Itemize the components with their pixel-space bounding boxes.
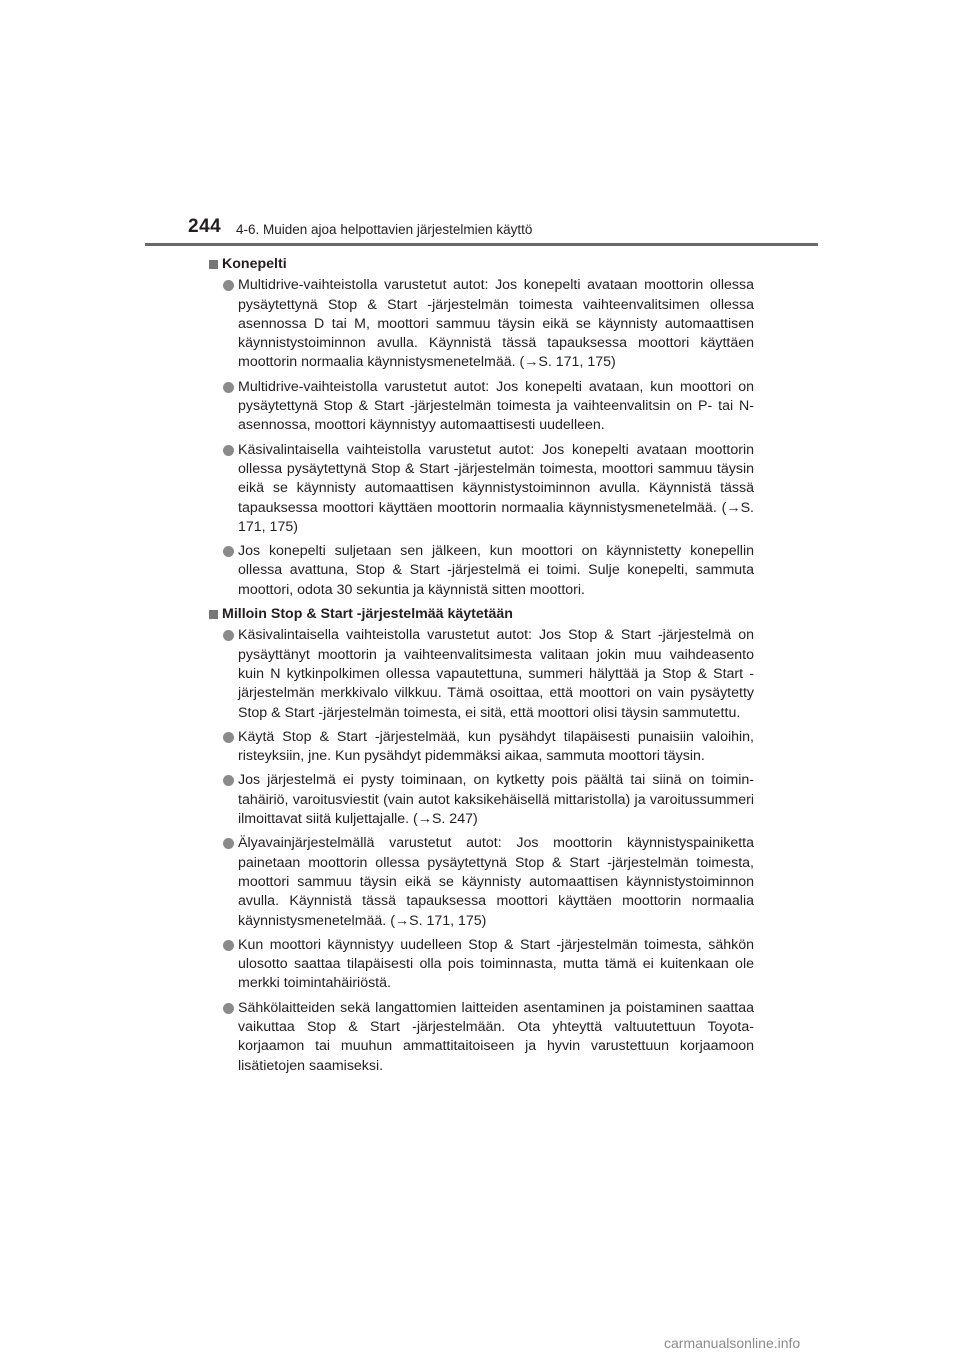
circle-bullet-icon [223,940,234,951]
list-item [209,542,754,600]
list-item-text: Käsivalintaisella vaihteistolla varustetut autot: Jos konepelti avataan moottorin ollessa pysäytettynä Stop & Start -järjestelmän toimesta, moottori sammuu täysin eikä se käynnisty automaattisen käynnistystoiminnon avulla. Käynnistä tässä tapauksessa moottori käyttäen moottorin normaalia käynnistysmenetelmää. (→S. 171, 175) [238,441,754,535]
list-item [209,771,754,829]
section-heading [209,255,754,274]
circle-bullet-icon [223,732,234,743]
square-bullet-icon [209,610,218,619]
list-item [209,276,754,372]
list-item-text: Käsivalintaisella vaihteistolla varustetut autot: Jos Stop & Start -järjestelmä on pysäyttänyt moottorin ja vaihteenvalitsimesta valitaan jokin muu vaihdeasento kuin N kytkinpolkimen ollessa vapautettuna, summeri hälyttää ja Stop & Start -järjestelmän merkkivalo vilkkuu. Tämä osoittaa, että moottori on vain pysäytetty Stop & Start -järjestelmän toimesta, ei sitä, että moottori olisi täysin sammutettu. [238,627,754,721]
list-item-text: Sähkölaitteiden sekä langattomien laitteiden asentaminen ja poistaminen saattaa vaikuttaa Stop & Start -järjestelmään. Ota yhteyttä valtuutettuun Toyota-korjaamon tai muuhun ammattitaitoiseen ja hyvin varustettuun korjaamoon lisätietojen saamiseksi. [238,999,754,1074]
section-heading-text: Konepelti [222,256,287,272]
list-item [209,936,754,994]
circle-bullet-icon [223,546,234,557]
list-item [209,626,754,722]
circle-bullet-icon [223,1003,234,1014]
square-bullet-icon [209,260,218,269]
list-item-text: Käytä Stop & Start -järjestelmää, kun pysähdyt tilapäisesti punaisiin valoihin, risteyksiin, jne. Kun pysähdyt pidemmäksi aikaa, sammuta moottori täysin. [238,728,754,765]
circle-bullet-icon [223,382,234,393]
page-content [209,252,754,1081]
circle-bullet-icon [223,775,234,786]
section-konepelti [209,255,754,600]
list-item [209,441,754,537]
circle-bullet-icon [223,630,234,641]
circle-bullet-icon [223,280,234,291]
running-head: 4-6. Muiden ajoa helpottavien järjestelmien käyttö [236,222,533,237]
list-item [209,834,754,930]
list-item [209,999,754,1076]
section-heading [209,605,754,624]
section-milloin-stop-start [209,605,754,1076]
list-item-text: Älyavainjärjestelmällä varustetut autot: Jos moottorin käynnistyspainiketta painetaan moottorin ollessa pysäytettynä Stop & Start -järjestelmän toimesta, moottori sammuu täysin eikä se käynnisty automaattisen käynnistystoiminnon avulla. Käynnistä tässä tapauksessa moottori käyttäen moottorin normaalia käynnistysmenetelmää. (→S. 171, 175) [238,835,754,929]
footer-watermark[interactable]: carmanualsonline.info [664,1335,801,1351]
circle-bullet-icon [223,838,234,849]
circle-bullet-icon [223,445,234,456]
section-heading-text: Milloin Stop & Start -järjestelmää käytetään [222,606,513,623]
list-item [209,378,754,436]
list-item-text: Multidrive-vaihteistolla varustetut autot: Jos konepelti avataan, kun moottori on pysäytettynä Stop & Start -järjestelmän toimesta ja vaihteenvalitsin on P- tai N-asennossa, moottori käynnistyy automaattisesti uudelleen. [238,378,754,434]
page-number: 244 [188,216,222,237]
list-item [209,728,754,767]
list-item-text: Multidrive-vaihteistolla varustetut autot: Jos konepelti avataan moottorin ollessa pysäytettynä Stop & Start -järjestelmän toimesta vaihteenvalitsimen ollessa asennossa D tai M, moottori sammuu täysin eikä se käynnisty automaattisen käynnistystoiminnon avulla. Käynnistä tässä tapauksessa moottori käyttäen moottorin normaalia käynnistysmenetelmää. (→S. 171, 175) [238,277,754,371]
header-rule [145,243,818,246]
list-item-text: Kun moottori käynnistyy uudelleen Stop & Start -järjestelmän toimesta, sähkön ulosotto saattaa tilapäisesti olla pois toiminnasta, mutta tämä ei kuitenkaan ole merkki toimintahäiriöstä. [238,936,754,992]
list-item-text: Jos konepelti suljetaan sen jälkeen, kun moottori on käynnistetty konepellin ollessa avattuna, Stop & Start -järjestelmä ei toimi. Sulje konepelti, sammuta moottori, odota 30 sekuntia ja käynnistä sitten moottori. [238,543,754,598]
list-item-text: Jos järjestelmä ei pysty toiminaan, on kytketty pois päältä tai siinä on toimintahäiriö, varoitusviestit (vain autot kaksikehäisellä mittaristolla) ja varoitussummeri ilmoittavat siitä kuljettajalle. (→S. 247) [238,772,754,828]
